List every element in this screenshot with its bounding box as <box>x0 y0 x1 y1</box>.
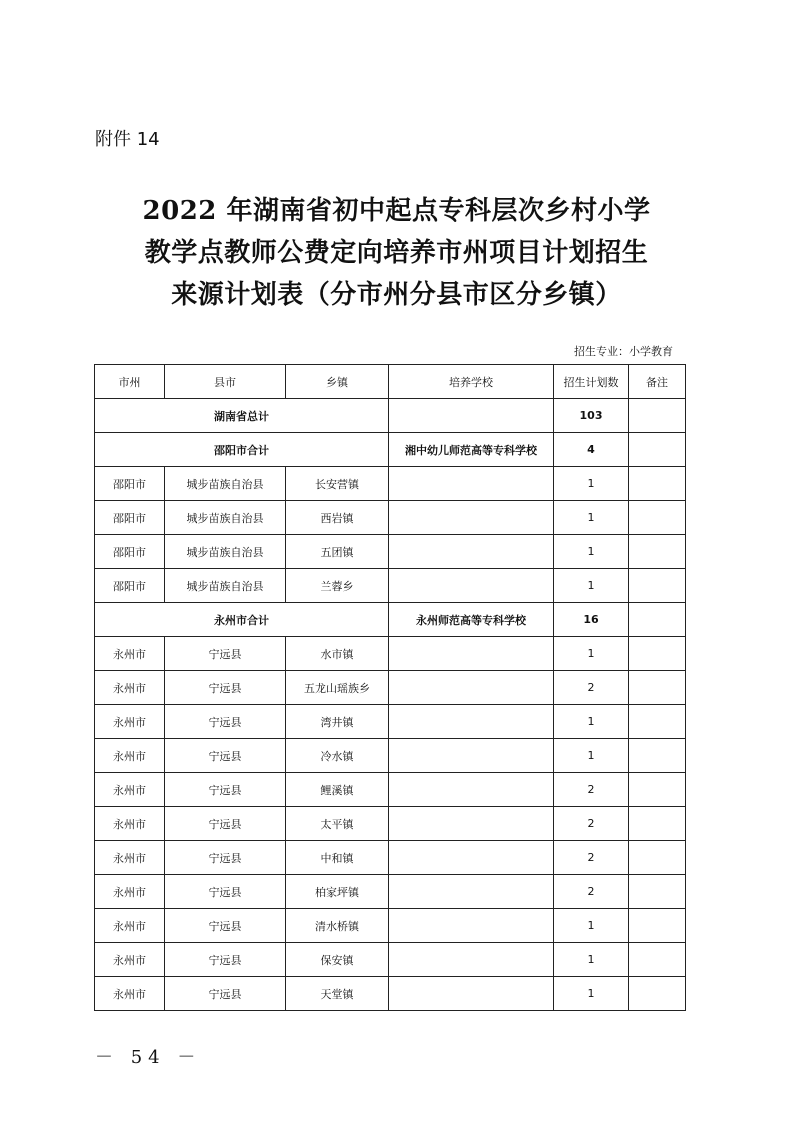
table-header-row <box>95 365 686 399</box>
town-cell: 鲤溪镇 <box>286 773 389 807</box>
city-cell: 永州市 <box>95 943 165 977</box>
province-total-count: 103 <box>554 399 629 433</box>
shaoyang-total-school: 湘中幼儿师范高等专科学校 <box>389 433 554 467</box>
plan-count-cell: 1 <box>554 739 629 773</box>
school-cell <box>389 637 554 671</box>
county-cell: 城步苗族自治县 <box>165 569 286 603</box>
plan-count-cell: 1 <box>554 501 629 535</box>
city-cell: 邵阳市 <box>95 501 165 535</box>
city-cell: 永州市 <box>95 807 165 841</box>
school-cell <box>389 569 554 603</box>
city-cell: 邵阳市 <box>95 535 165 569</box>
table-row <box>95 875 686 909</box>
table-row <box>95 569 686 603</box>
table-row <box>95 467 686 501</box>
school-cell <box>389 807 554 841</box>
school-cell <box>389 467 554 501</box>
province-total-row <box>95 399 686 433</box>
school-cell <box>389 841 554 875</box>
town-cell: 清水桥镇 <box>286 909 389 943</box>
document-title <box>60 190 733 316</box>
plan-count-cell: 1 <box>554 909 629 943</box>
header-note: 备注 <box>629 365 686 399</box>
title-line-1: 2022 年湖南省初中起点专科层次乡村小学 <box>142 196 651 226</box>
town-cell: 保安镇 <box>286 943 389 977</box>
school-cell <box>389 977 554 1011</box>
town-cell: 太平镇 <box>286 807 389 841</box>
table-row <box>95 637 686 671</box>
city-cell: 邵阳市 <box>95 467 165 501</box>
town-cell: 五龙山瑶族乡 <box>286 671 389 705</box>
note-cell <box>629 739 686 773</box>
town-cell: 西岩镇 <box>286 501 389 535</box>
shaoyang-total-count: 4 <box>554 433 629 467</box>
note-cell <box>629 671 686 705</box>
plan-count-cell: 2 <box>554 671 629 705</box>
table-row <box>95 773 686 807</box>
table-row <box>95 977 686 1011</box>
town-cell: 湾井镇 <box>286 705 389 739</box>
county-cell: 宁远县 <box>165 875 286 909</box>
yongzhou-total-school: 永州师范高等专科学校 <box>389 603 554 637</box>
city-cell: 永州市 <box>95 909 165 943</box>
town-cell: 天堂镇 <box>286 977 389 1011</box>
town-cell: 五团镇 <box>286 535 389 569</box>
school-cell <box>389 501 554 535</box>
plan-count-cell: 1 <box>554 705 629 739</box>
header-county: 县市 <box>165 365 286 399</box>
table-row <box>95 671 686 705</box>
note-cell <box>629 807 686 841</box>
plan-count-cell: 1 <box>554 467 629 501</box>
note-cell <box>629 637 686 671</box>
city-cell: 邵阳市 <box>95 569 165 603</box>
city-cell: 永州市 <box>95 739 165 773</box>
town-cell: 中和镇 <box>286 841 389 875</box>
town-cell: 柏家坪镇 <box>286 875 389 909</box>
note-cell <box>629 535 686 569</box>
city-cell: 永州市 <box>95 637 165 671</box>
shaoyang-total-label: 邵阳市合计 <box>95 433 389 467</box>
title-line-3: 来源计划表（分市州分县市区分乡镇） <box>171 280 622 310</box>
yongzhou-total-label: 永州市合计 <box>95 603 389 637</box>
county-cell: 宁远县 <box>165 705 286 739</box>
county-cell: 城步苗族自治县 <box>165 535 286 569</box>
table-row <box>95 535 686 569</box>
note-cell <box>629 569 686 603</box>
county-cell: 宁远县 <box>165 637 286 671</box>
table-row <box>95 739 686 773</box>
county-cell: 宁远县 <box>165 943 286 977</box>
county-cell: 宁远县 <box>165 773 286 807</box>
plan-count-cell: 1 <box>554 637 629 671</box>
county-cell: 宁远县 <box>165 807 286 841</box>
county-cell: 宁远县 <box>165 909 286 943</box>
plan-count-cell: 1 <box>554 977 629 1011</box>
school-cell <box>389 943 554 977</box>
note-cell <box>629 467 686 501</box>
note-cell <box>629 773 686 807</box>
county-cell: 宁远县 <box>165 977 286 1011</box>
city-cell: 永州市 <box>95 875 165 909</box>
header-plan-count: 招生计划数 <box>554 365 629 399</box>
school-cell <box>389 909 554 943</box>
shaoyang-total-row <box>95 433 686 467</box>
plan-count-cell: 1 <box>554 535 629 569</box>
town-cell: 长安营镇 <box>286 467 389 501</box>
county-cell: 城步苗族自治县 <box>165 501 286 535</box>
city-cell: 永州市 <box>95 977 165 1011</box>
shaoyang-total-note <box>629 433 686 467</box>
yongzhou-total-note <box>629 603 686 637</box>
note-cell <box>629 943 686 977</box>
table-row <box>95 807 686 841</box>
school-cell <box>389 875 554 909</box>
note-cell <box>629 909 686 943</box>
note-cell <box>629 501 686 535</box>
note-cell <box>629 875 686 909</box>
plan-count-cell: 1 <box>554 943 629 977</box>
school-cell <box>389 535 554 569</box>
city-cell: 永州市 <box>95 773 165 807</box>
plan-count-cell: 2 <box>554 773 629 807</box>
province-total-school <box>389 399 554 433</box>
note-cell <box>629 705 686 739</box>
header-school: 培养学校 <box>389 365 554 399</box>
town-cell: 冷水镇 <box>286 739 389 773</box>
table-row <box>95 501 686 535</box>
attachment-label: 附件 14 <box>95 129 160 150</box>
table-row <box>95 943 686 977</box>
province-total-label: 湖南省总计 <box>95 399 389 433</box>
town-cell: 兰蓉乡 <box>286 569 389 603</box>
table-row <box>95 909 686 943</box>
table-row <box>95 705 686 739</box>
page-number: － 54 － <box>95 1047 202 1068</box>
note-cell <box>629 977 686 1011</box>
yongzhou-total-count: 16 <box>554 603 629 637</box>
yongzhou-total-row <box>95 603 686 637</box>
town-cell: 水市镇 <box>286 637 389 671</box>
table-row <box>95 841 686 875</box>
school-cell <box>389 773 554 807</box>
county-cell: 宁远县 <box>165 841 286 875</box>
county-cell: 宁远县 <box>165 671 286 705</box>
note-cell <box>629 841 686 875</box>
province-total-note <box>629 399 686 433</box>
school-cell <box>389 671 554 705</box>
major-label: 招生专业：小学教育 <box>574 345 673 358</box>
school-cell <box>389 739 554 773</box>
title-line-2: 教学点教师公费定向培养市州项目计划招生 <box>144 238 649 268</box>
enrollment-plan-table <box>94 364 686 1011</box>
school-cell <box>389 705 554 739</box>
county-cell: 城步苗族自治县 <box>165 467 286 501</box>
city-cell: 永州市 <box>95 841 165 875</box>
city-cell: 永州市 <box>95 671 165 705</box>
county-cell: 宁远县 <box>165 739 286 773</box>
plan-count-cell: 1 <box>554 569 629 603</box>
plan-count-cell: 2 <box>554 807 629 841</box>
header-city: 市州 <box>95 365 165 399</box>
plan-count-cell: 2 <box>554 875 629 909</box>
plan-count-cell: 2 <box>554 841 629 875</box>
city-cell: 永州市 <box>95 705 165 739</box>
header-town: 乡镇 <box>286 365 389 399</box>
